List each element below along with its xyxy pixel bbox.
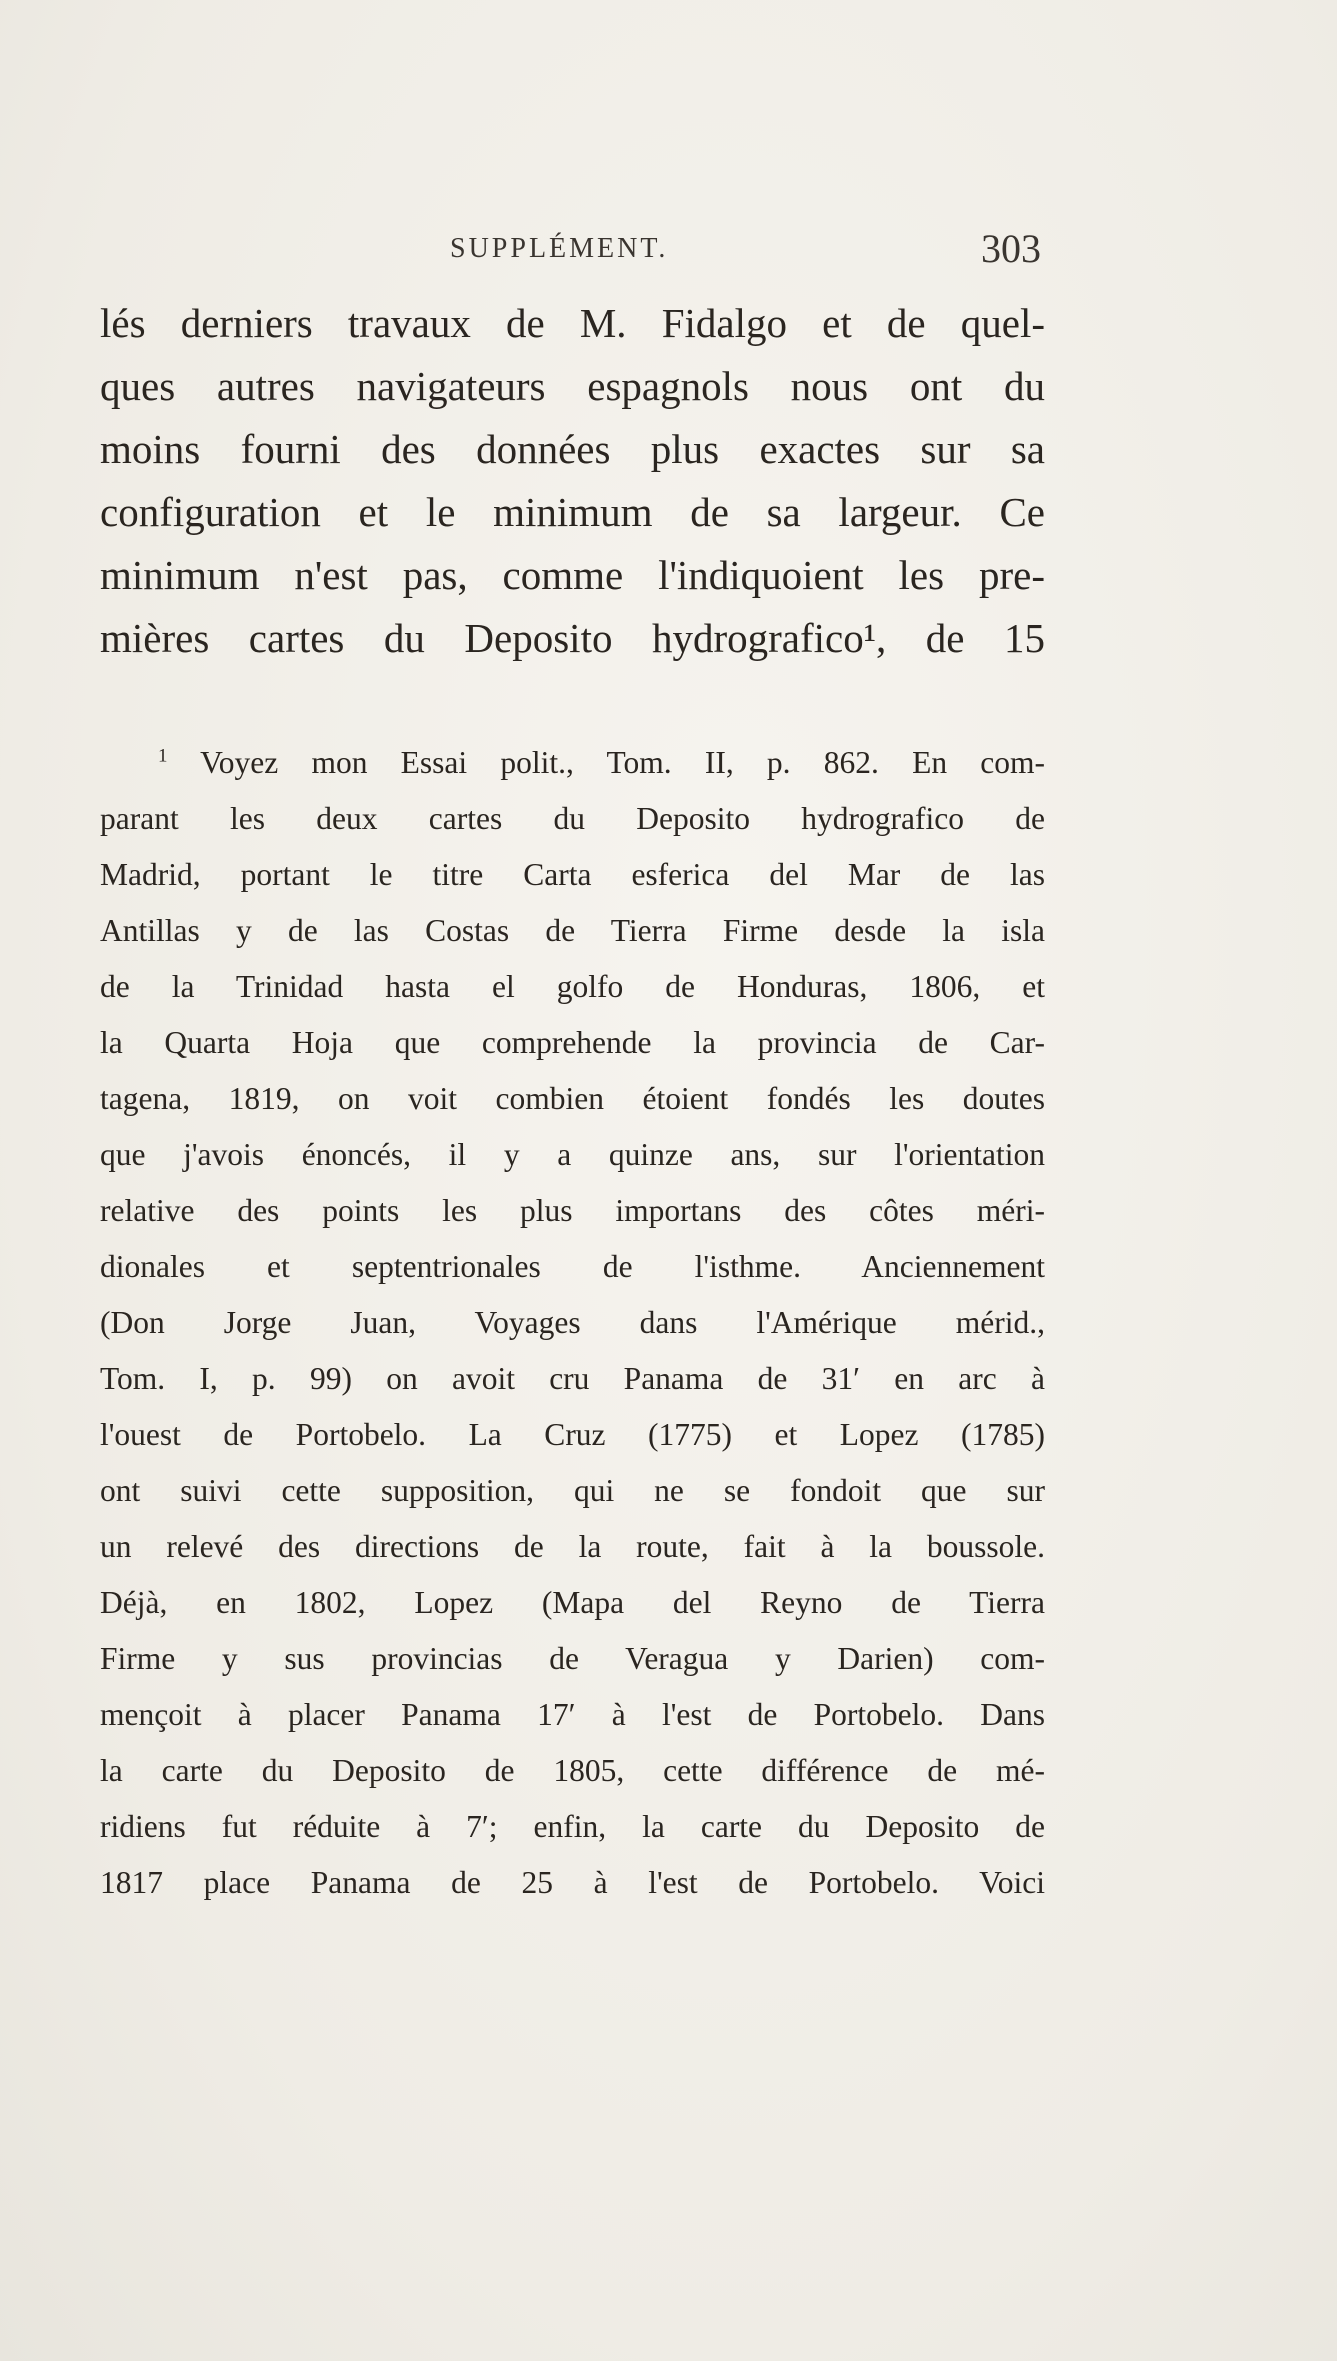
footnote-line: ridiens fut réduite à 7′; enfin, la carte du Deposito de bbox=[100, 1809, 1045, 1844]
footnote-line bbox=[100, 735, 1045, 791]
text-line: lés derniers travaux de M. Fidalgo et de quel- bbox=[100, 300, 1045, 346]
footnote-line: Madrid, portant le titre Carta esferica del Mar de las bbox=[100, 857, 1045, 892]
footnote-line: tagena, 1819, on voit combien étoient fondés les doutes bbox=[100, 1081, 1045, 1116]
footnote-line: relative des points les plus importans des côtes méri- bbox=[100, 1193, 1045, 1228]
footnote-line: 1817 place Panama de 25 à l'est de Portobelo. Voici bbox=[100, 1865, 1045, 1900]
footnote-line: un relevé des directions de la route, fait à la boussole. bbox=[100, 1529, 1045, 1564]
footnote-line: mençoit à placer Panama 17′ à l'est de Portobelo. Dans bbox=[100, 1697, 1045, 1732]
text-line: ques autres navigateurs espagnols nous ont du bbox=[100, 363, 1045, 409]
page-header bbox=[100, 225, 1045, 285]
footnote-line: Firme y sus provincias de Veragua y Darien) com- bbox=[100, 1641, 1045, 1676]
footnote-line: Tom. I, p. 99) on avoit cru Panama de 31′ en arc à bbox=[100, 1361, 1045, 1396]
text-line: mières cartes du Deposito hydrografico¹, de 15 bbox=[100, 615, 1045, 661]
text-line: minimum n'est pas, comme l'indiquoient les pre- bbox=[100, 552, 1045, 598]
footnote-line: l'ouest de Portobelo. La Cruz (1775) et Lopez (1785) bbox=[100, 1417, 1045, 1452]
footnote-line: (Don Jorge Juan, Voyages dans l'Amérique mérid., bbox=[100, 1305, 1045, 1340]
footnote-text: Voyez mon Essai polit., Tom. II, p. 862. En com- bbox=[200, 745, 1045, 780]
text-line: moins fourni des données plus exactes sur sa bbox=[100, 426, 1045, 472]
text-line: configuration et le minimum de sa largeur. Ce bbox=[100, 489, 1045, 535]
main-text bbox=[100, 292, 1045, 670]
footnote-line: Antillas y de las Costas de Tierra Firme desde la isla bbox=[100, 913, 1045, 948]
footnote-line: la carte du Deposito de 1805, cette différence de mé- bbox=[100, 1753, 1045, 1788]
page-number: 303 bbox=[981, 226, 1041, 271]
footnote-line: la Quarta Hoja que comprehende la provincia de Car- bbox=[100, 1025, 1045, 1060]
footnote bbox=[100, 735, 1045, 1911]
footnote-line: Déjà, en 1802, Lopez (Mapa del Reyno de Tierra bbox=[100, 1585, 1045, 1620]
footnote-marker: 1 bbox=[158, 745, 168, 767]
running-head: SUPPLÉMENT. bbox=[450, 233, 669, 264]
footnote-line: de la Trinidad hasta el golfo de Honduras, 1806, et bbox=[100, 969, 1045, 1004]
footnote-line: parant les deux cartes du Deposito hydrografico de bbox=[100, 801, 1045, 836]
footnote-line: ont suivi cette supposition, qui ne se fondoit que sur bbox=[100, 1473, 1045, 1508]
footnote-line: dionales et septentrionales de l'isthme. Anciennement bbox=[100, 1249, 1045, 1284]
footnote-line: que j'avois énoncés, il y a quinze ans, sur l'orientation bbox=[100, 1137, 1045, 1172]
